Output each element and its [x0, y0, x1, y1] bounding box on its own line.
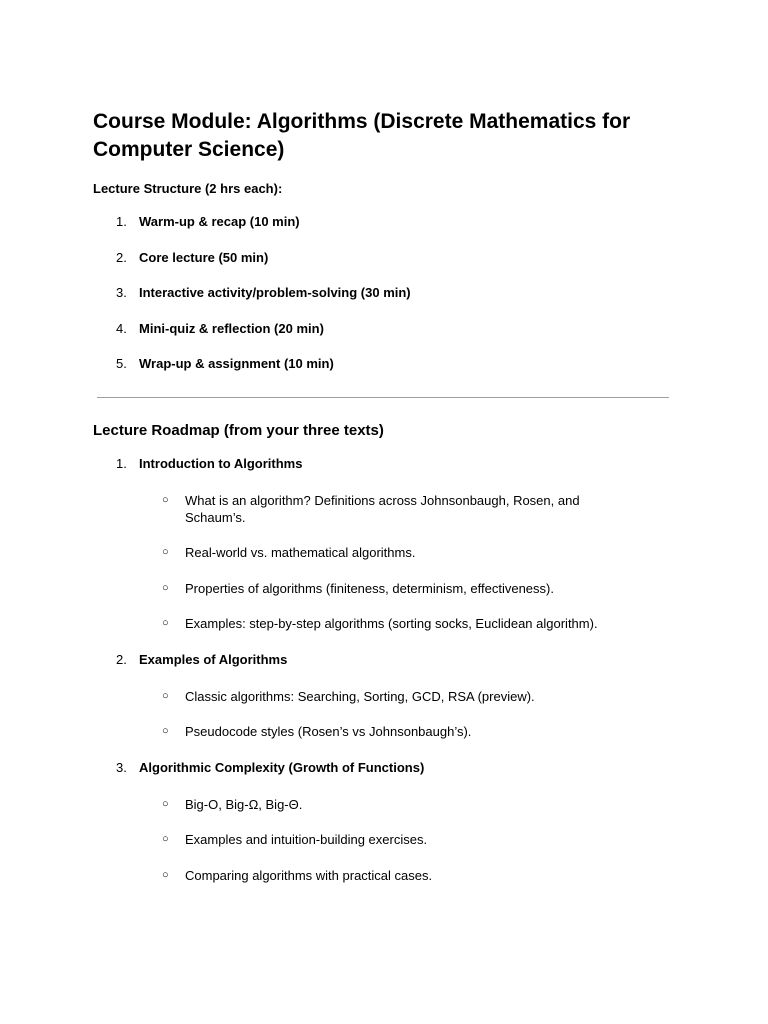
- bullet-text: Properties of algorithms (finiteness, determinism, effectiveness).: [185, 580, 554, 596]
- section-title: Algorithmic Complexity (Growth of Functions): [139, 760, 425, 775]
- structure-item: [93, 355, 768, 373]
- list-number: 2.: [116, 652, 127, 667]
- section-bullet-list: [93, 492, 768, 633]
- bullet-circle-icon: ○: [162, 833, 169, 845]
- section-title: Examples of Algorithms: [139, 652, 288, 667]
- structure-item: [93, 320, 768, 338]
- bullet-circle-icon: ○: [162, 546, 169, 558]
- list-number: 2.: [116, 249, 127, 265]
- bullet-circle-icon: ○: [162, 689, 169, 702]
- bullet-text: Classic algorithms: Searching, Sorting, GCD, RSA (preview).: [185, 688, 535, 704]
- horizontal-divider: [97, 397, 669, 398]
- bullet-circle-icon: ○: [162, 868, 169, 881]
- bullet-item: [93, 544, 625, 561]
- bullet-item: [93, 688, 625, 705]
- bullet-item: [93, 867, 625, 884]
- list-number: 4.: [116, 320, 127, 336]
- bullet-circle-icon: ○: [162, 797, 169, 810]
- list-number: 3.: [116, 760, 127, 775]
- bullet-item: [93, 615, 625, 632]
- list-number: 1.: [116, 456, 127, 471]
- bullet-circle-icon: ○: [162, 725, 169, 737]
- list-number: 1.: [116, 214, 127, 229]
- roadmap-section-heading: [93, 455, 768, 473]
- bullet-circle-icon: ○: [162, 617, 169, 629]
- section-bullet-list: [93, 688, 768, 741]
- page-title: Course Module: Algorithms (Discrete Mathematics for Computer Science): [93, 110, 631, 161]
- section-bullet-list: [93, 796, 768, 884]
- bullet-text: Big-O, Big-Ω, Big-Θ.: [185, 796, 303, 812]
- structure-item-text: Core lecture (50 min): [139, 249, 269, 265]
- bullet-item: [93, 831, 625, 848]
- bullet-text: Comparing algorithms with practical cases.: [185, 867, 433, 883]
- lecture-roadmap-heading: Lecture Roadmap (from your three texts): [93, 422, 384, 439]
- list-number: 3.: [116, 285, 127, 300]
- bullet-item: [93, 796, 625, 813]
- bullet-text: Examples: step-by-step algorithms (sorting socks, Euclidean algorithm).: [185, 616, 598, 631]
- lecture-structure-heading: Lecture Structure (2 hrs each):: [93, 181, 283, 196]
- lecture-structure-list: [93, 213, 768, 373]
- bullet-circle-icon: ○: [162, 581, 169, 594]
- list-number: 5.: [116, 356, 127, 371]
- section-title: Introduction to Algorithms: [139, 456, 303, 471]
- bullet-text: Examples and intuition-building exercises.: [185, 832, 428, 847]
- bullet-text: What is an algorithm? Definitions across Johnsonbaugh, Rosen, and Schaum’s.: [185, 492, 580, 525]
- structure-item-text: Mini-quiz & reflection (20 min): [139, 320, 324, 336]
- structure-item-text: Warm-up & recap (10 min): [139, 214, 300, 229]
- roadmap-section-heading: [93, 759, 768, 777]
- bullet-text: Pseudocode styles (Rosen’s vs Johnsonbaugh’s).: [185, 724, 472, 739]
- roadmap-section-heading: [93, 651, 768, 669]
- bullet-text: Real-world vs. mathematical algorithms.: [185, 545, 416, 560]
- bullet-item: [93, 723, 625, 740]
- structure-item-text: Interactive activity/problem-solving (30 min): [139, 285, 411, 300]
- structure-item: [93, 213, 768, 231]
- structure-item: [93, 249, 768, 267]
- structure-item: [93, 284, 768, 302]
- structure-item-text: Wrap-up & assignment (10 min): [139, 356, 334, 371]
- bullet-item: [93, 580, 625, 597]
- bullet-item: [93, 492, 625, 526]
- bullet-circle-icon: ○: [162, 493, 169, 506]
